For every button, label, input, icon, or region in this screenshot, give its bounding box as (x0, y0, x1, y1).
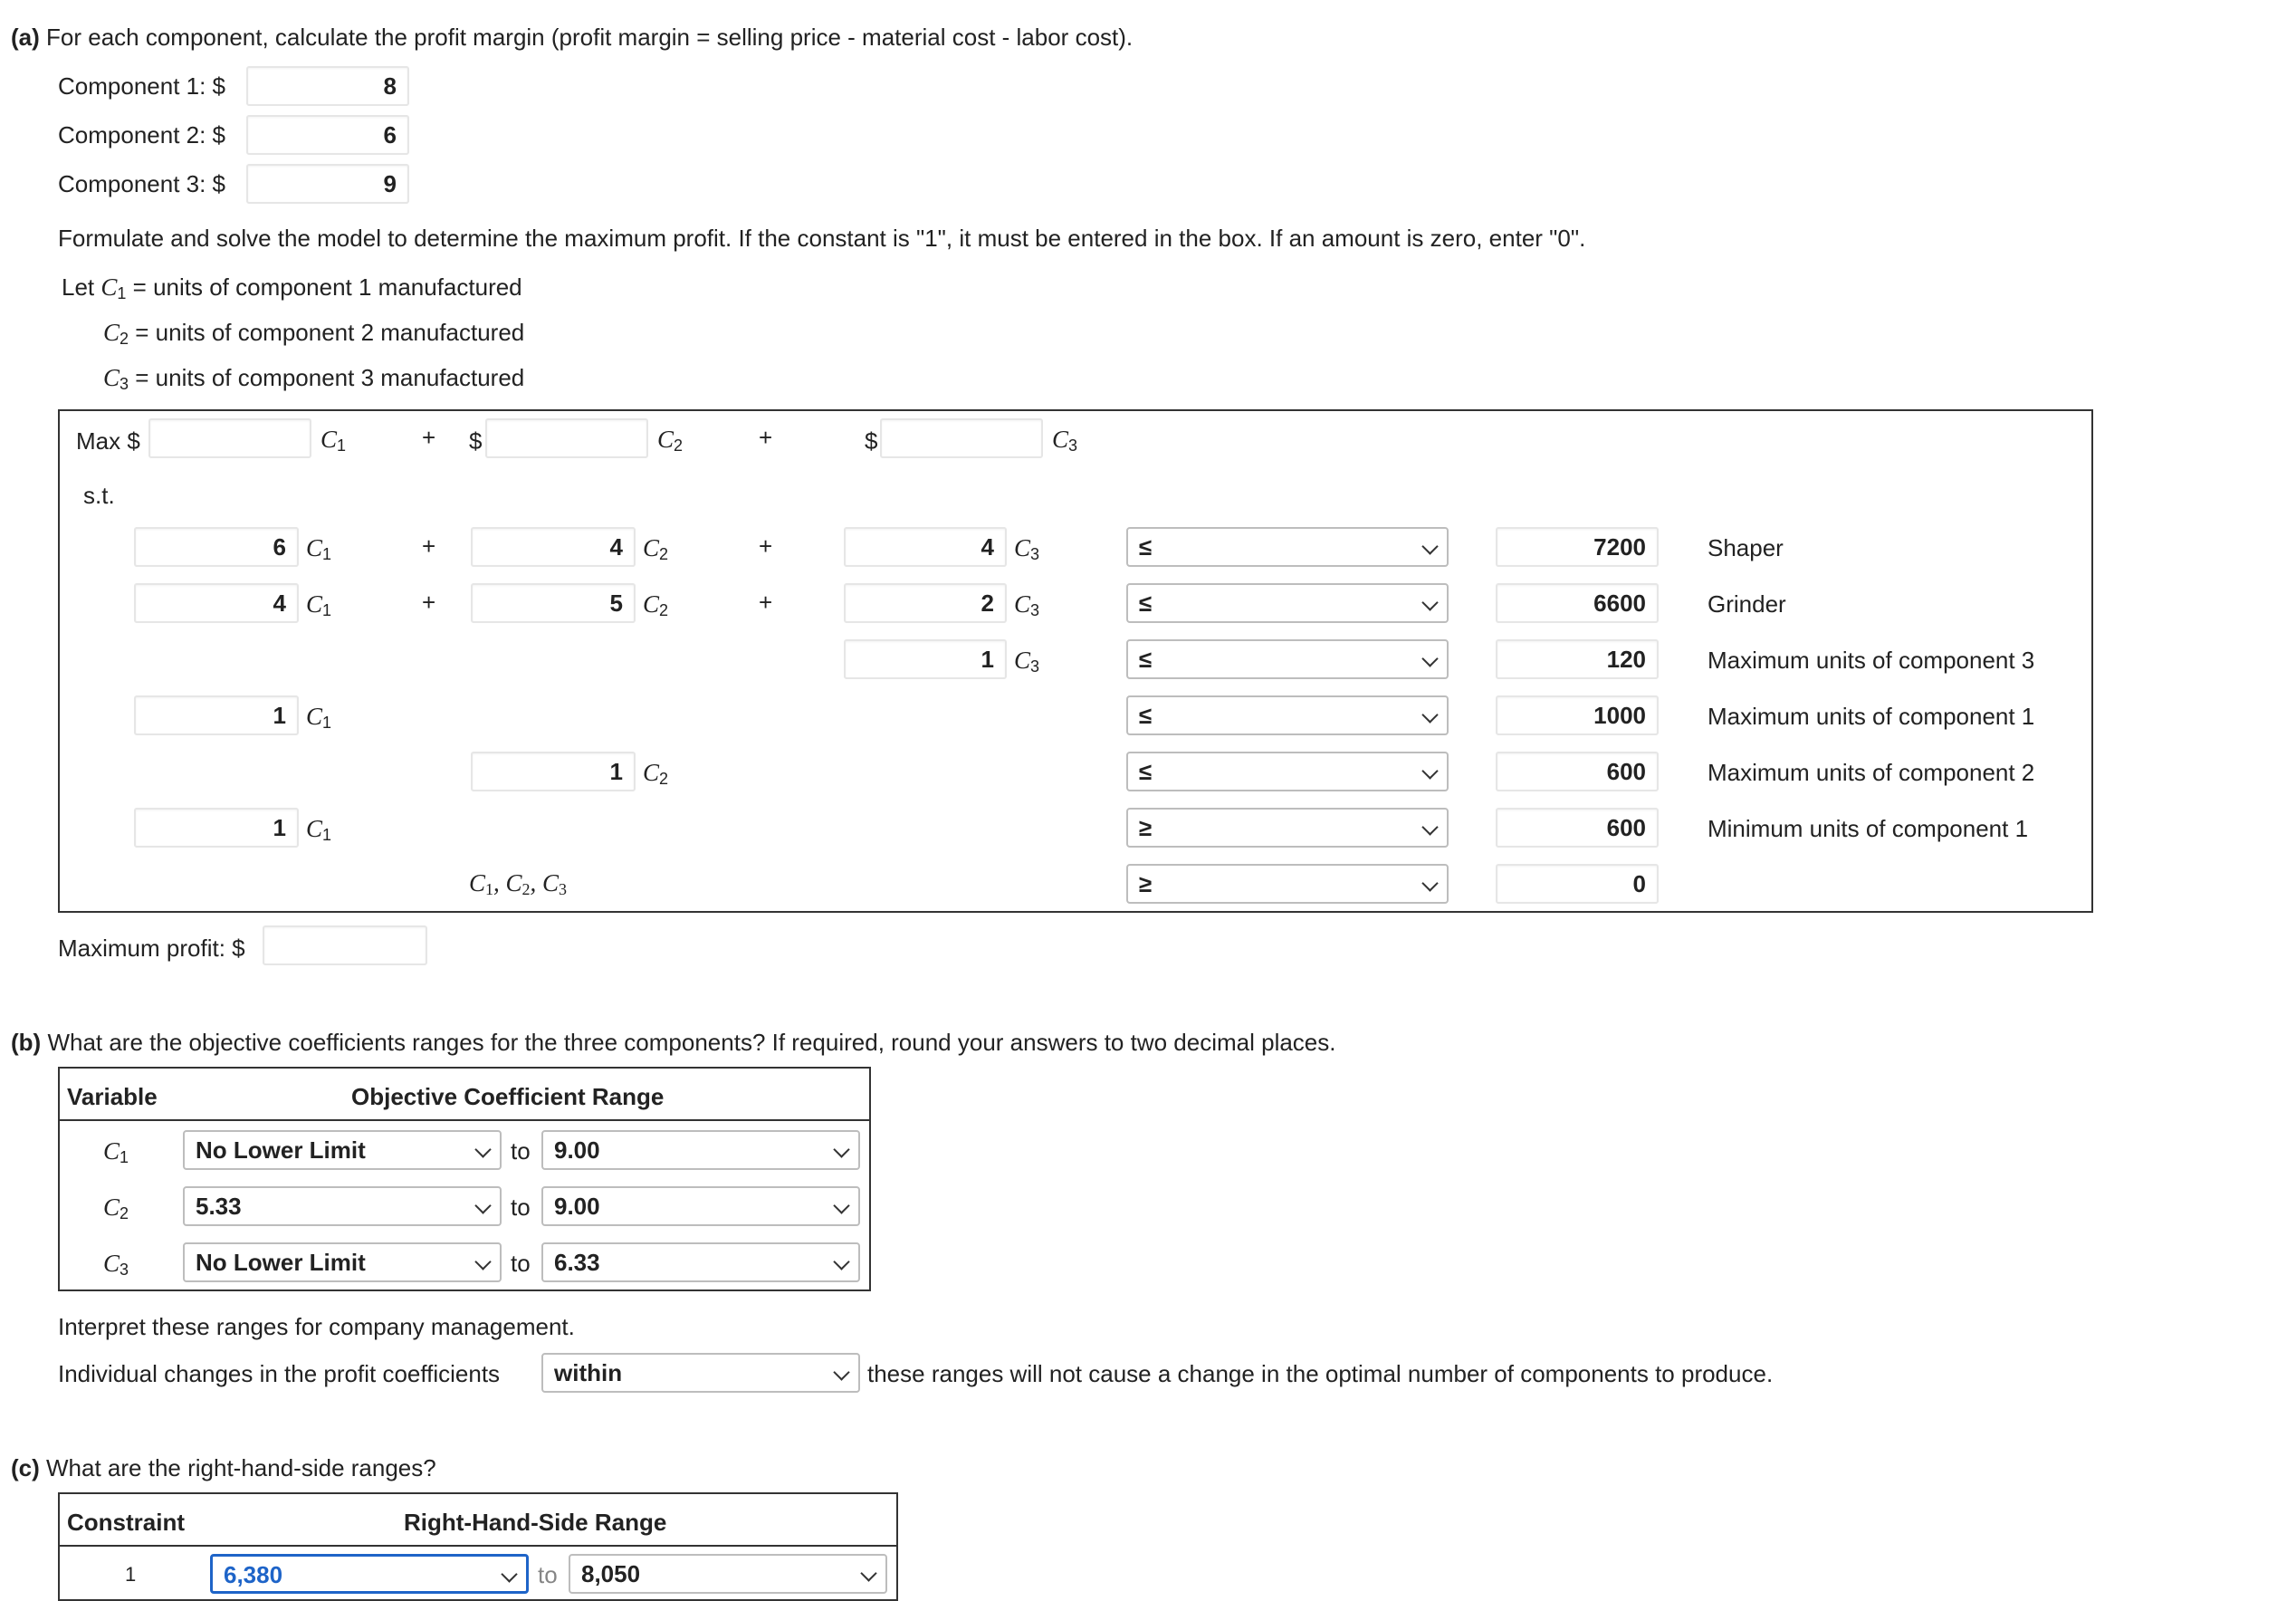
component-3-label: Component 3: $ (58, 170, 226, 197)
max-comp2-relation-select[interactable]: ≤ (1126, 752, 1449, 791)
max-comp2-rhs[interactable]: 600 (1496, 752, 1659, 791)
chevron-down-icon (1421, 875, 1438, 891)
interpret-prompt: Interpret these ranges for company management. (58, 1313, 575, 1340)
c3-lower-limit-select[interactable]: No Lower Limit (183, 1242, 502, 1282)
var-c1: $C_1$ (306, 815, 332, 844)
col-variable-header: Variable (67, 1083, 158, 1110)
c1-lower-limit-select[interactable]: No Lower Limit (183, 1130, 502, 1170)
table-header-divider (58, 1545, 898, 1547)
min-comp1-relation-select[interactable]: ≥ (1126, 808, 1449, 848)
min-comp1-rhs[interactable]: 600 (1496, 808, 1659, 848)
var-c2: $C_2$ (657, 426, 684, 455)
c2-lower-limit-select[interactable]: 5.33 (183, 1186, 502, 1226)
var-c3: $C_3$ (1052, 426, 1078, 455)
rhs-1-upper-select[interactable]: 8,050 (569, 1554, 887, 1594)
instructions: Formulate and solve the model to determine the maximum profit. If the constant is "1", it must be entered in the box. If an amount is zero, enter "0". (58, 225, 1586, 252)
objective-c2-input[interactable] (485, 418, 648, 458)
chevron-down-icon (1421, 762, 1438, 779)
grinder-rhs[interactable]: 6600 (1496, 583, 1659, 623)
max-profit-input[interactable] (263, 925, 427, 965)
var-c1: $C_1$ (306, 534, 332, 563)
constraint-name: Grinder (1708, 590, 1786, 618)
chevron-down-icon (501, 1566, 517, 1582)
shaper-relation-select[interactable]: ≤ (1126, 527, 1449, 567)
chevron-down-icon (1421, 819, 1438, 835)
to-label: to (511, 1137, 531, 1165)
within-outside-select[interactable]: within (541, 1353, 860, 1393)
chevron-down-icon (833, 1197, 849, 1213)
plus-sign: + (422, 589, 436, 616)
grinder-c1-coef[interactable]: 4 (134, 583, 299, 623)
col-rhs-range-header: Right-Hand-Side Range (404, 1509, 667, 1536)
row-var-c3: $C_3$ (103, 1250, 129, 1279)
component-2-margin-input[interactable]: 6 (246, 115, 409, 155)
plus-sign: + (422, 424, 436, 451)
interpret-sentence-end: these ranges will not cause a change in the optimal number of components to produce. (867, 1360, 1774, 1387)
chevron-down-icon (474, 1141, 491, 1157)
to-label: to (511, 1194, 531, 1221)
table-header-divider (58, 1119, 871, 1121)
chevron-down-icon (1421, 706, 1438, 723)
component-1-margin-input[interactable]: 8 (246, 66, 409, 106)
interpret-sentence-start: Individual changes in the profit coefficients (58, 1360, 501, 1387)
max-comp3-relation-select[interactable]: ≤ (1126, 639, 1449, 679)
chevron-down-icon (833, 1253, 849, 1270)
chevron-down-icon (833, 1141, 849, 1157)
plus-sign: + (422, 532, 436, 560)
dollar-sign: $ (469, 427, 483, 455)
max-comp1-relation-select[interactable]: ≤ (1126, 695, 1449, 735)
chevron-down-icon (474, 1253, 491, 1270)
max-comp1-rhs[interactable]: 1000 (1496, 695, 1659, 735)
nonneg-relation-select[interactable]: ≥ (1126, 864, 1449, 904)
to-label: to (511, 1250, 531, 1277)
part-c-question: (c) What are the right-hand-side ranges? (11, 1454, 436, 1481)
chevron-down-icon (860, 1565, 876, 1581)
var-c1: $C_1$ (320, 426, 347, 455)
var-c1: $C_1$ (306, 703, 332, 732)
c2-upper-limit-select[interactable]: 9.00 (541, 1186, 860, 1226)
st-label: s.t. (83, 482, 115, 509)
grinder-relation-select[interactable]: ≤ (1126, 583, 1449, 623)
constraint-name: Maximum units of component 1 (1708, 703, 2035, 730)
max-comp3-rhs[interactable]: 120 (1496, 639, 1659, 679)
component-2-label: Component 2: $ (58, 121, 226, 149)
var-c3: $C_3$ (1014, 647, 1040, 676)
max-comp2-c2-coef[interactable]: 1 (471, 752, 636, 791)
constraint-name: Maximum units of component 2 (1708, 759, 2035, 786)
dollar-sign: $ (865, 427, 878, 455)
nonneg-rhs[interactable]: 0 (1496, 864, 1659, 904)
chevron-down-icon (833, 1364, 849, 1380)
component-3-margin-input[interactable]: 9 (246, 164, 409, 204)
shaper-c2-coef[interactable]: 4 (471, 527, 636, 567)
var-c1: $C_1$ (306, 590, 332, 619)
plus-sign: + (759, 532, 773, 560)
max-label: Max $ (76, 427, 140, 455)
objective-c3-input[interactable] (880, 418, 1043, 458)
grinder-c3-coef[interactable]: 2 (844, 583, 1007, 623)
chevron-down-icon (1421, 538, 1438, 554)
nonneg-variables: $C_1$, $C_2$, $C_3$ (469, 869, 568, 898)
row-var-c2: $C_2$ (103, 1194, 129, 1222)
constraint-name: Maximum units of component 3 (1708, 647, 2035, 674)
objective-c1-input[interactable] (148, 418, 311, 458)
chevron-down-icon (474, 1197, 491, 1213)
definition-c1: Let $C_1$ = units of component 1 manufactured (62, 273, 522, 302)
var-c2: $C_2$ (643, 759, 669, 788)
shaper-c1-coef[interactable]: 6 (134, 527, 299, 567)
chevron-down-icon (1421, 650, 1438, 666)
constraint-name: Shaper (1708, 534, 1784, 561)
col-constraint-header: Constraint (67, 1509, 185, 1536)
max-profit-label: Maximum profit: $ (58, 935, 245, 962)
chevron-down-icon (1421, 594, 1438, 610)
grinder-c2-coef[interactable]: 5 (471, 583, 636, 623)
c1-upper-limit-select[interactable]: 9.00 (541, 1130, 860, 1170)
max-comp1-c1-coef[interactable]: 1 (134, 695, 299, 735)
to-label: to (538, 1561, 558, 1588)
plus-sign: + (759, 424, 773, 451)
constraint-name: Minimum units of component 1 (1708, 815, 2029, 842)
rhs-row-index: 1 (125, 1563, 137, 1586)
var-c2: $C_2$ (643, 590, 669, 619)
plus-sign: + (759, 589, 773, 616)
var-c3: $C_3$ (1014, 534, 1040, 563)
rhs-1-lower-select[interactable]: 6,380 (210, 1554, 529, 1594)
var-c3: $C_3$ (1014, 590, 1040, 619)
min-comp1-c1-coef[interactable]: 1 (134, 808, 299, 848)
max-comp3-c3-coef[interactable]: 1 (844, 639, 1007, 679)
definition-c2: $C_2$ = units of component 2 manufactured (103, 319, 525, 348)
shaper-c3-coef[interactable]: 4 (844, 527, 1007, 567)
part-a-question: (a) For each component, calculate the profit margin (profit margin = selling price - material cost - labor cost). (11, 24, 1134, 51)
component-1-label: Component 1: $ (58, 72, 226, 100)
col-objective-range-header: Objective Coefficient Range (351, 1083, 665, 1110)
var-c2: $C_2$ (643, 534, 669, 563)
shaper-rhs[interactable]: 7200 (1496, 527, 1659, 567)
c3-upper-limit-select[interactable]: 6.33 (541, 1242, 860, 1282)
definition-c3: $C_3$ = units of component 3 manufactured (103, 364, 525, 393)
part-b-question: (b) What are the objective coefficients ranges for the three components? If required, round your answers to two decimal places. (11, 1029, 1336, 1056)
row-var-c1: $C_1$ (103, 1137, 129, 1166)
